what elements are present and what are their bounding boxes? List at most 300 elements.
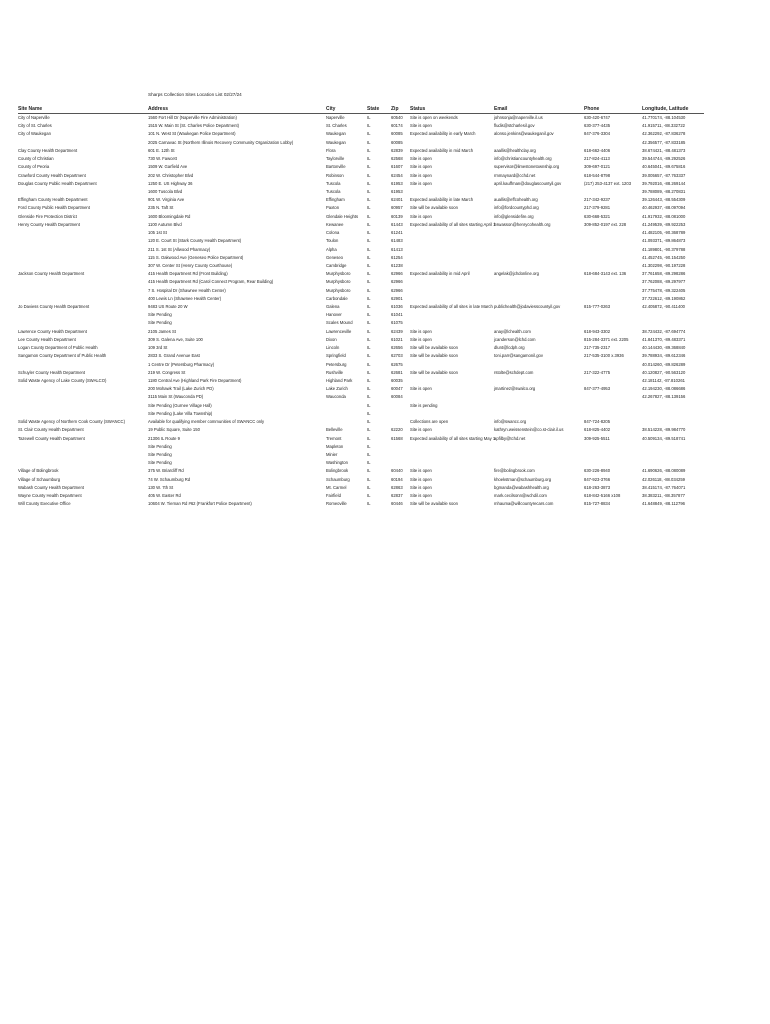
cell-coordinates: 38.383211, -88.357877 [642, 493, 685, 499]
cell-zip: 61607 [391, 164, 403, 170]
table-row [18, 426, 704, 434]
table-row [18, 237, 704, 245]
cell-status: Site is open [410, 213, 432, 219]
cell-coordinates: 38.415174, -87.764071 [642, 484, 686, 490]
cell-site-name: Lawrence County Health Department [18, 328, 87, 334]
cell-city: Taylorville [326, 156, 345, 162]
cell-state: IL [367, 386, 371, 392]
column-header-address: Address [148, 106, 169, 112]
cell-email: kathryn.weissenstein@co.st-clair.il.us [494, 427, 564, 433]
cell-state: IL [367, 361, 371, 367]
cell-coordinates: 40.144430, -89.368840 [642, 345, 686, 351]
cell-city: Alpha [326, 246, 337, 252]
table-row [18, 295, 704, 303]
cell-status: Site is open on weekends [410, 115, 458, 120]
cell-coordinates: 42.026118, -88.034259 [642, 476, 685, 482]
cell-city: Wauconda [326, 394, 346, 400]
cell-zip: 62656 [391, 345, 403, 351]
cell-email: supervisor@limestonetownship.org [494, 164, 560, 170]
cell-state: IL [367, 164, 371, 170]
cell-coordinates: 41.189801, -90.379788 [642, 246, 686, 252]
cell-address: 1100 Autumn Blvd [148, 221, 182, 227]
cell-city: Tuscola [326, 180, 341, 186]
table-row [18, 484, 704, 492]
column-header-coordinates: Longitude, Latitude [642, 106, 689, 112]
cell-site-name: County of Peoria [18, 164, 50, 170]
table-row [18, 139, 704, 147]
cell-city: Flora [326, 147, 336, 153]
cell-state: IL [367, 419, 371, 425]
cell-state: IL [367, 328, 371, 334]
cell-address: 2025 Carnavac St (Northern Illinois Recovery Community Organization Lobby) [148, 139, 294, 145]
cell-city: Dixon [326, 336, 337, 342]
table-row [18, 385, 704, 393]
cell-site-name: City of St. Charles [18, 123, 52, 129]
cell-address: 601 E. 12th St [148, 147, 175, 153]
cell-coordinates: 41.690626, -88.080089 [642, 468, 686, 474]
table-row [18, 435, 704, 443]
cell-site-name: Wabash County Health Department [18, 484, 84, 490]
cell-status: Expected availability in mid March [410, 147, 474, 153]
cell-city: Bartonville [326, 164, 346, 170]
cell-state: IL [367, 180, 371, 186]
cell-state: IL [367, 262, 371, 268]
cell-coordinates: 39.126443, -88.554309 [642, 197, 686, 203]
cell-address: 400 Lewis Ln (Shawnee Health Center) [148, 295, 222, 301]
cell-state: IL [367, 460, 371, 466]
table-row [18, 147, 704, 155]
cell-state: IL [367, 484, 371, 490]
cell-phone: 630-668-5321 [584, 213, 611, 219]
cell-city: Petersburg [326, 361, 347, 367]
cell-phone: 815-727-8834 [584, 501, 611, 507]
cell-address: 2105 James St [148, 328, 176, 334]
cell-city: Rushville [326, 369, 343, 375]
cell-phone: 309-697-0121 [584, 164, 611, 170]
cell-city: Kewanee [326, 221, 344, 227]
cell-phone: 847-923-3766 [584, 476, 611, 482]
table-row [18, 188, 704, 196]
cell-status: Site will be available soon [410, 369, 458, 375]
cell-site-name: Glenside Fire Protection District [18, 213, 77, 219]
cell-zip: 62966 [391, 271, 403, 277]
cell-coordinates: 42.181142, -87.810261 [642, 378, 685, 383]
cell-site-name: Wayne County Health Department [18, 493, 82, 499]
column-header-email: Email [494, 106, 508, 112]
cell-state: IL [367, 115, 371, 120]
cell-status: Site is open [410, 336, 432, 342]
cell-coordinates: 39.792016, -88.269144 [642, 180, 686, 186]
cell-status: Site is open [410, 484, 432, 490]
cell-city: Geneseo [326, 254, 343, 260]
cell-status: Site is open [410, 476, 432, 482]
table-row [18, 361, 704, 369]
cell-state: IL [367, 394, 371, 400]
cell-zip: 62675 [391, 361, 403, 367]
cell-email: aaallis@healthclay.org [494, 147, 536, 153]
cell-phone: 847-724-8205 [584, 419, 611, 425]
cell-address: 10604 W. Tiernan Rd #62 (Frankfort Police Department) [148, 501, 252, 507]
cell-state: IL [367, 238, 371, 244]
cell-city: Highland Park [326, 378, 353, 383]
table-row [18, 229, 704, 237]
cell-phone: 217-824-4113 [584, 156, 610, 162]
cell-coordinates: 38.514228, -89.984770 [642, 427, 686, 433]
cell-coordinates: 42.194230, -88.086686 [642, 386, 686, 392]
table-row [18, 311, 704, 319]
cell-site-name: Jo Daviess County Health Department [18, 304, 90, 310]
cell-site-name: County of Christian [18, 156, 54, 162]
cell-coordinates: 40.120827, -90.563120 [642, 369, 686, 375]
table-row [18, 344, 704, 352]
cell-state: IL [367, 312, 371, 318]
cell-email: alonso.jenkins@waukeganil.gov [494, 131, 554, 137]
cell-state: IL [367, 156, 371, 162]
cell-state: IL [367, 279, 371, 285]
cell-coordinates: 40.014260, -89.826289 [642, 361, 686, 367]
table-row [18, 163, 704, 171]
cell-city: Mt. Carmel [326, 484, 347, 490]
cell-zip: 60194 [391, 476, 403, 482]
cell-email: fludis@stcharlesil.gov [494, 123, 535, 129]
cell-state: IL [367, 172, 371, 178]
cell-city: Waukegan [326, 139, 346, 145]
cell-email: dlunt@lcdph.org [494, 345, 525, 351]
cell-address: 211 S. 1st St (Allwood Pharmacy) [148, 246, 211, 252]
cell-state: IL [367, 402, 371, 408]
cell-zip: 62439 [391, 328, 403, 334]
cell-address: 7 S. Hospital Dr (Shawnee Health Center) [148, 287, 226, 293]
cell-address: 1509 W. Garfield Ave [148, 164, 188, 170]
cell-zip: 62839 [391, 147, 403, 153]
cell-state: IL [367, 410, 371, 416]
cell-status: Site is open [410, 180, 432, 186]
cell-address: 74 W. Schaumburg Rd [148, 476, 191, 482]
cell-zip: 62568 [391, 156, 403, 162]
cell-zip: 60139 [391, 213, 403, 219]
cell-status: Collections are open [410, 419, 449, 425]
cell-site-name: Village of Schaumburg [18, 476, 61, 482]
cell-email: info@swancc.org [494, 419, 527, 425]
cell-address: 115 S. Oakwood Ave (Geneseo Police Department) [148, 254, 244, 260]
cell-zip: 60957 [391, 205, 403, 211]
cell-zip: 61036 [391, 304, 403, 310]
cell-site-name: Henry County Health Department [18, 221, 80, 227]
table-row [18, 319, 704, 327]
cell-site-name: Village of Bolingbrook [18, 468, 59, 474]
cell-address: Site Pending [148, 460, 172, 466]
cell-address: 200 Mohawk Trail (Lake Zurich PD) [148, 386, 214, 392]
cell-email: auallis@effcohealth.org [494, 197, 538, 203]
cell-email: mark.cecilsonn@wchdil.com [494, 493, 547, 499]
table-row [18, 221, 704, 229]
cell-status: Site is open [410, 493, 432, 499]
cell-address: 105 1st St [148, 230, 167, 236]
cell-address: Available for qualifying member communities of SWANCC only [148, 419, 265, 425]
table-row [18, 155, 704, 163]
cell-email: anay@lchealth.com [494, 328, 531, 334]
table-row [18, 377, 704, 385]
cell-site-name: Schuyler County Health Department [18, 369, 86, 375]
cell-city: Toulon [326, 238, 339, 244]
cell-zip: 60084 [391, 394, 403, 400]
cell-zip: 62863 [391, 484, 403, 490]
cell-site-name: Clay County Health Department [18, 147, 78, 153]
cell-address: 1515 W. Main St (St. Charles Police Department) [148, 123, 239, 129]
cell-email: fire@bolingbrook.com [494, 468, 535, 474]
cell-city: Scales Mound [326, 320, 353, 326]
table-row [18, 246, 704, 254]
cell-address: 9483 US Route 20 W [148, 304, 188, 310]
cell-zip: 62901 [391, 295, 403, 301]
cell-status: Site is open [410, 328, 432, 334]
document-title: Sharps Collection Sites Location List 02/27/24 [148, 92, 242, 97]
cell-site-name: Lee County Health Department [18, 336, 76, 342]
cell-status: Expected availability in late March [410, 197, 474, 203]
cell-site-name: Tazewell County Health Department [18, 435, 85, 441]
cell-city: Waukegan [326, 131, 346, 137]
cell-state: IL [367, 345, 371, 351]
cell-address: Site Pending [148, 312, 172, 318]
cell-phone: 630-377-4435 [584, 123, 611, 129]
cell-email: toni.parr@sangamonil.gov [494, 353, 543, 359]
cell-email: hswasson@henrycohealth.org [494, 221, 551, 227]
cell-zip: 61254 [391, 254, 403, 260]
cell-status: Site will be available soon [410, 205, 458, 211]
cell-email: info@glensidefire.org [494, 213, 534, 219]
cell-zip: 62681 [391, 369, 403, 375]
cell-city: Murphysboro [326, 279, 351, 285]
cell-city: Galena [326, 304, 340, 310]
cell-state: IL [367, 221, 371, 227]
cell-coordinates: 38.674421, -88.481373 [642, 147, 686, 153]
cell-address: 415 Health Department Rd (Front Building) [148, 271, 228, 277]
cell-address: 235 N. Taft St [148, 205, 174, 211]
cell-address: Site Pending (Lake Villa Township) [148, 410, 213, 416]
table-row [18, 122, 704, 130]
cell-zip: 62966 [391, 287, 403, 293]
cell-site-name: Douglas County Public Health Department [18, 180, 97, 186]
cell-phone: 217-322-4775 [584, 369, 611, 375]
cell-city: Minier [326, 451, 338, 457]
table-row [18, 500, 704, 508]
cell-coordinates: 41.249539, -89.922253 [642, 221, 686, 227]
cell-email: bgmanda@wabashhealth.org [494, 484, 549, 490]
cell-city: Lake Zurich [326, 386, 348, 392]
cell-state: IL [367, 271, 371, 277]
cell-state: IL [367, 188, 371, 194]
cell-coordinates: 41.917932, -88.081000 [642, 213, 686, 219]
cell-state: IL [367, 378, 371, 383]
cell-zip: 62220 [391, 427, 403, 433]
cell-status: Site will be available soon [410, 345, 458, 351]
cell-site-name: Jackson County Health Department [18, 271, 85, 277]
table-row [18, 262, 704, 270]
cell-coordinates: 39.788934, -89.612346 [642, 353, 686, 359]
cell-city: Colona [326, 230, 340, 236]
table-row [18, 278, 704, 286]
cell-city: Hanover [326, 312, 342, 318]
cell-phone: 815-777-0263 [584, 304, 611, 310]
cell-phone: 618-684-3143 ext. 136 [584, 271, 627, 277]
cell-site-name: Will County Executive Office [18, 501, 71, 507]
table-row [18, 270, 704, 278]
cell-phone: 618-842-5166 x108 [584, 493, 621, 499]
cell-state: IL [367, 435, 371, 441]
cell-state: IL [367, 501, 371, 507]
cell-email: mhauma@willcountyrecars.com [494, 501, 554, 507]
cell-city: Belleville [326, 427, 343, 433]
cell-address: 1560 Fort Hill Dr (Naperville Fire Administration) [148, 115, 237, 120]
table-row [18, 443, 704, 451]
cell-address: Site Pending [148, 320, 172, 326]
column-header-zip: Zip [391, 106, 399, 112]
cell-state: IL [367, 493, 371, 499]
cell-phone: 618-662-4406 [584, 147, 611, 153]
cell-address: 1 Centre Dr (Petersburg Pharmacy) [148, 361, 215, 367]
cell-state: IL [367, 336, 371, 342]
cell-address: 120 E. Court St (Stark County Health Department) [148, 238, 242, 244]
table-row [18, 393, 704, 401]
cell-zip: 61953 [391, 188, 403, 194]
cell-zip: 62966 [391, 279, 403, 285]
cell-city: Romeoville [326, 501, 347, 507]
cell-site-name: Effingham County Health Department [18, 197, 88, 203]
column-header-phone: Phone [584, 106, 600, 112]
cell-zip: 61413 [391, 246, 403, 252]
cell-zip: 60047 [391, 386, 403, 392]
cell-state: IL [367, 427, 371, 433]
cell-coordinates: 42.356577, -87.833185 [642, 139, 686, 145]
table-row [18, 451, 704, 459]
cell-city: Springfield [326, 353, 346, 359]
cell-phone: 217-342-9237 [584, 197, 611, 203]
cell-site-name: Logan County Department of Public Health [18, 345, 98, 351]
cell-coordinates: 38.724432, -87.694774 [642, 328, 686, 334]
cell-zip: 60035 [391, 378, 403, 383]
table-row [18, 287, 704, 295]
cell-address: Site Pending [148, 443, 172, 449]
cell-status: Site will be available soon [410, 501, 458, 507]
cell-zip: 60540 [391, 115, 403, 120]
cell-coordinates: 42.267827, -88.139156 [642, 394, 686, 400]
cell-coordinates: 39.788089, -88.270831 [642, 188, 686, 194]
cell-phone: 847-377-4953 [584, 386, 611, 392]
cell-address: 730 W. Fawcett [148, 156, 177, 162]
cell-site-name: City of Naperville [18, 115, 50, 120]
cell-site-name: Crawford County Health Department [18, 172, 86, 178]
cell-email: khoekstman@schaumburg.org [494, 476, 552, 482]
cell-zip: 62703 [391, 353, 403, 359]
cell-zip: 61568 [391, 435, 403, 441]
table-row [18, 213, 704, 221]
table-row [18, 352, 704, 360]
cell-email: angelak@jchdonline.org [494, 271, 539, 277]
cell-coordinates: 41.648849, -88.112796 [642, 501, 685, 507]
table-row [18, 476, 704, 484]
cell-email: johnsonja@naperville.il.us [494, 115, 543, 120]
cell-coordinates: 40.509134, -89.518741 [642, 435, 686, 441]
cell-coordinates: 41.841370, -89.483371 [642, 336, 686, 342]
cell-zip: 60085 [391, 139, 403, 145]
cell-phone: 630-226-8940 [584, 468, 611, 474]
cell-city: Tuscola [326, 188, 341, 194]
cell-site-name: Sangamon County Department of Public Health [18, 353, 107, 359]
cell-city: Murphysboro [326, 287, 351, 293]
cell-city: Murphysboro [326, 271, 351, 277]
cell-city: Effingham [326, 197, 345, 203]
cell-state: IL [367, 147, 371, 153]
cell-state: IL [367, 287, 371, 293]
cell-address: 202 W. Christopher Blvd [148, 172, 194, 178]
cell-state: IL [367, 353, 371, 359]
cell-zip: 62837 [391, 493, 403, 499]
cell-city: St. Charles [326, 123, 347, 129]
cell-zip: 61241 [391, 230, 403, 236]
table-row [18, 254, 704, 262]
cell-city: Fairfield [326, 493, 341, 499]
cell-address: 109 3rd St [148, 345, 168, 351]
cell-site-name: St. Clair County Health Department [18, 427, 84, 433]
cell-email: rmmaynard@cchd.net [494, 172, 536, 178]
cell-state: IL [367, 213, 371, 219]
cell-state: IL [367, 304, 371, 310]
cell-status: Site will be available soon [410, 353, 458, 359]
cell-address: 309 S. Galena Ave, Suite 100 [148, 336, 203, 342]
cell-address: 21306 IL Route 9 [148, 435, 180, 441]
cell-zip: 62454 [391, 172, 403, 178]
cell-phone: 217-735-2317 [584, 345, 611, 351]
cell-city: Robinson [326, 172, 344, 178]
cell-city: Lincoln [326, 345, 340, 351]
cell-address: 3115 Main St (Wauconda PD) [148, 394, 204, 400]
cell-address: 1600 Tuscola Blvd [148, 188, 183, 194]
cell-coordinates: 41.302298, -90.197228 [642, 262, 686, 268]
cell-state: IL [367, 451, 371, 457]
table-row [18, 180, 704, 188]
cell-state: IL [367, 123, 371, 129]
cell-email: rstolte@schdept.com [494, 369, 534, 375]
cell-status: Expected availability in mid April [410, 271, 470, 277]
cell-city: Paxton [326, 205, 340, 211]
cell-phone: 618-825-4402 [584, 427, 611, 433]
cell-status: Expected availability of all sites starting May 1 [410, 435, 496, 441]
cell-zip: 61483 [391, 238, 403, 244]
cell-status: Site is open [410, 164, 432, 170]
cell-phone: (217) 253-4137 ext. 1203 [584, 180, 632, 186]
cell-status: Site is open [410, 156, 432, 162]
table-header [18, 104, 704, 114]
cell-coordinates: 42.405872, -90.411400 [642, 304, 685, 310]
cell-address: 2833 S. Grand Avenue East [148, 353, 200, 359]
cell-email: publichealth@jodaviesscountyil.gov [494, 304, 561, 310]
table-row [18, 459, 704, 467]
cell-phone: 618-544-8798 [584, 172, 611, 178]
cell-status: Site is open [410, 468, 432, 474]
cell-city: Mapleton [326, 443, 344, 449]
cell-state: IL [367, 295, 371, 301]
cell-zip: 60446 [391, 501, 403, 507]
table-row [18, 196, 704, 204]
table-row [18, 492, 704, 500]
cell-phone: 217-379-9281 [584, 205, 611, 211]
cell-address: 1180 Central Ave (Highland Park Fire Department) [148, 378, 242, 383]
column-header-city: City [326, 106, 336, 112]
cell-coordinates: 41.093371, -89.864873 [642, 238, 686, 244]
cell-phone: 309-925-5511 [584, 435, 610, 441]
column-header-status: Status [410, 106, 426, 112]
cell-coordinates: 39.005657, -87.763337 [642, 172, 686, 178]
